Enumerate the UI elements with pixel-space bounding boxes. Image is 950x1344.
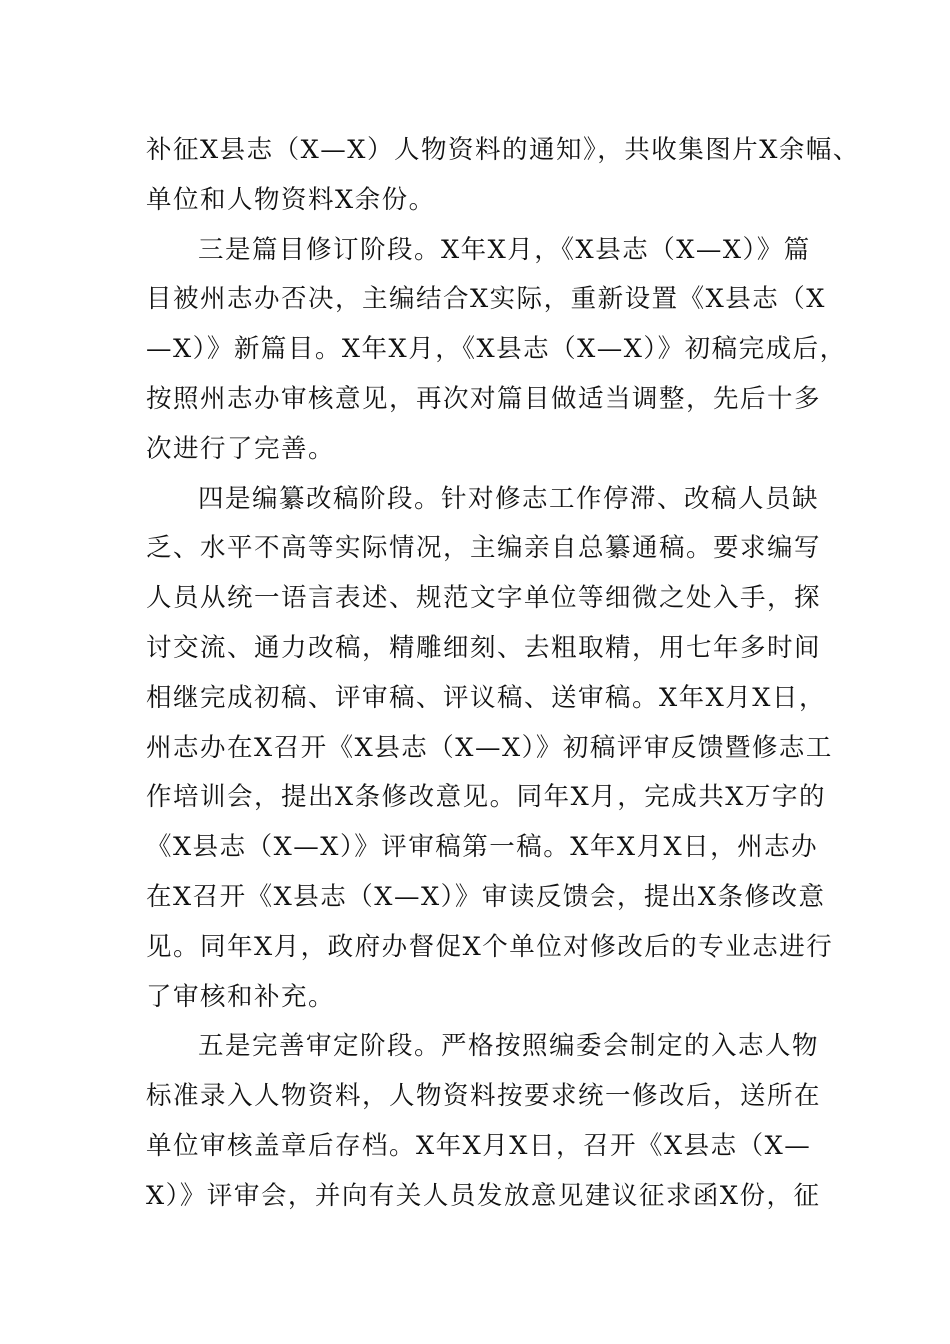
body-text (146, 126, 860, 1222)
text-line: 州志办在X召开《X县志（X—X）》初稿评审反馈暨修志工 (146, 732, 833, 763)
text-line: 单位审核盖章后存档。X年X月X日，召开《X县志（X— (146, 1130, 812, 1161)
text-line: 标准录入人物资料，人物资料按要求统一修改后，送所在 (146, 1081, 822, 1112)
text-line: 讨交流、通力改稿，精雕细刻、去粗取精，用七年多时间 (146, 632, 822, 663)
text-line: 次进行了完善。 (146, 433, 336, 464)
text-line: 了审核和补充。 (146, 981, 336, 1012)
text-line: 相继完成初稿、评审稿、评议稿、送审稿。X年X月X日， (146, 682, 826, 713)
text-line: 补征X县志（X—X）人物资料的通知》，共收集图片X余幅、 (146, 135, 860, 165)
text-line: 在X召开《X县志（X—X）》审读反馈会，提出X条修改意 (146, 881, 826, 912)
paragraph-start-line: 三是篇目修订阶段。X年X月，《X县志（X—X）》篇 (198, 234, 811, 265)
text-line: 乏、水平不高等实际情况，主编亲自总纂通稿。要求编写 (146, 533, 822, 564)
text-line: 单位和人物资料X余份。 (146, 184, 436, 215)
paragraph-start-line: 五是完善审定阶段。严格按照编委会制定的入志人物 (198, 1031, 820, 1062)
text-line: 见。同年X月，政府办督促X个单位对修改后的专业志进行 (146, 931, 834, 962)
text-line: —X）》新篇目。X年X月，《X县志（X—X）》初稿完成后， (146, 334, 847, 365)
text-line: 目被州志办否决，主编结合X实际，重新设置《X县志（X (146, 284, 826, 315)
text-line: 《X县志（X—X）》评审稿第一稿。X年X月X日，州志办 (146, 832, 819, 863)
text-line: 人员从统一语言表述、规范文字单位等细微之处入手，探 (146, 583, 822, 614)
text-line: X）》评审会，并向有关人员发放意见建议征求函X份，征 (146, 1180, 821, 1211)
text-line: 作培训会，提出X条修改意见。同年X月，完成共X万字的 (146, 782, 826, 813)
text-line: 按照州志办审核意见，再次对篇目做适当调整，先后十多 (146, 383, 822, 414)
paragraph-start-line: 四是编纂改稿阶段。针对修志工作停滞、改稿人员缺 (198, 483, 820, 514)
